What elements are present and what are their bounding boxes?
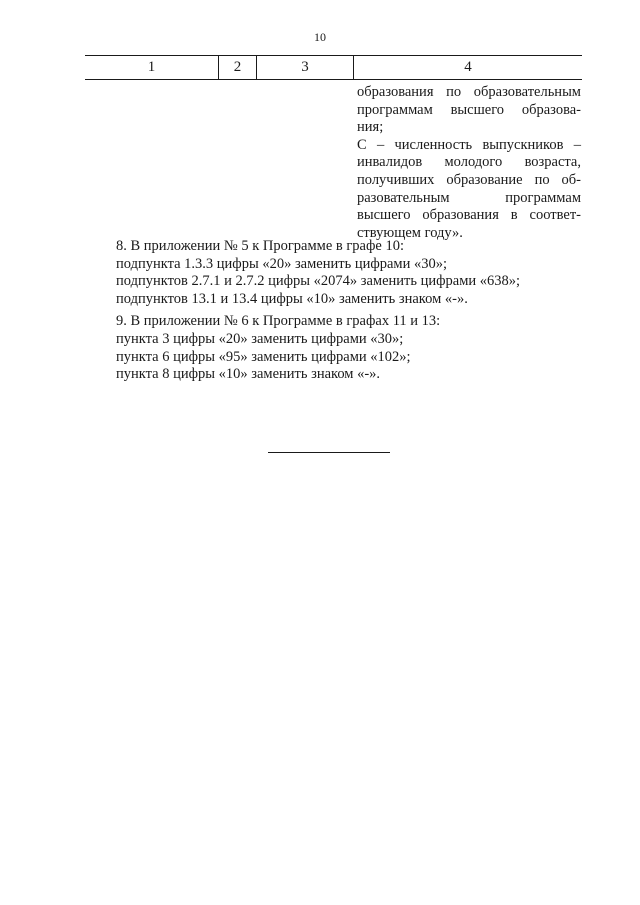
column-4-line — [357, 84, 581, 102]
item-9-heading: 9. В приложении № 6 к Программе в графах 11 и 13: — [116, 313, 441, 330]
column-4-word: молодого — [444, 154, 503, 171]
item-8-line: подпунктов 13.1 и 13.4 цифры «10» заменить знаком «-». — [116, 290, 468, 307]
column-4-line — [357, 102, 581, 120]
item-9-line: пункта 3 цифры «20» заменить цифрами «30»; — [116, 330, 404, 347]
column-header-1: 1 — [85, 56, 219, 79]
column-4-word: образовательным — [473, 84, 581, 100]
item-9-line: пункта 6 цифры «95» заменить цифрами «102»; — [116, 348, 411, 365]
column-4-word: ния; — [357, 119, 384, 136]
column-4-word: выпускников — [482, 136, 564, 153]
column-header-4: 4 — [464, 59, 472, 75]
column-4-word: образова- — [521, 101, 581, 118]
item-8-line: подпунктов 2.7.1 и 2.7.2 цифры «2074» заменить цифрами «638»; — [116, 273, 521, 290]
column-4-word: С — [357, 136, 367, 153]
column-4-word: возраста, — [524, 154, 581, 171]
column-4-line — [357, 154, 581, 172]
column-4-word: программам — [357, 101, 433, 118]
table-column-header — [85, 55, 582, 80]
column-4-word: высшего — [450, 101, 505, 118]
item-8-line: подпункта 1.3.3 цифры «20» заменить цифрами «30»; — [116, 255, 448, 272]
column-4-word: программам — [505, 189, 581, 206]
column-4-word: образования — [422, 207, 499, 224]
column-4-word: инвалидов — [357, 154, 423, 171]
column-4-word: об- — [561, 171, 581, 188]
column-header-2: 2 — [219, 56, 257, 79]
column-4-line — [357, 137, 581, 155]
end-separator-line — [268, 452, 390, 453]
column-4-word: образование — [446, 171, 523, 188]
item-8-heading: 8. В приложении № 5 к Программе в графе 10: — [116, 238, 404, 254]
column-4-line — [357, 119, 581, 137]
column-4-word: численность — [394, 136, 473, 153]
column-4-line — [357, 190, 581, 208]
column-4-text — [357, 84, 581, 242]
column-4-word: в — [510, 207, 518, 224]
column-4-word: разовательным — [357, 189, 450, 206]
column-header-3: 3 — [257, 56, 354, 79]
column-4-line — [357, 172, 581, 190]
column-4-word: ствующем году». — [357, 224, 463, 241]
column-4-word: высшего — [357, 207, 411, 224]
column-4-word: – — [376, 136, 385, 153]
column-4-word: – — [573, 136, 581, 153]
item-9-line: пункта 8 цифры «10» заменить знаком «-». — [116, 366, 381, 383]
instructions-block — [116, 238, 520, 384]
column-4-word: по — [446, 84, 462, 100]
column-4-word: образования — [357, 84, 434, 100]
column-4-word: по — [534, 171, 550, 188]
page-number: 10 — [314, 30, 326, 44]
column-4-line — [357, 207, 581, 225]
column-4-word: соответ- — [529, 207, 581, 224]
column-4-word: получивших — [357, 171, 435, 188]
